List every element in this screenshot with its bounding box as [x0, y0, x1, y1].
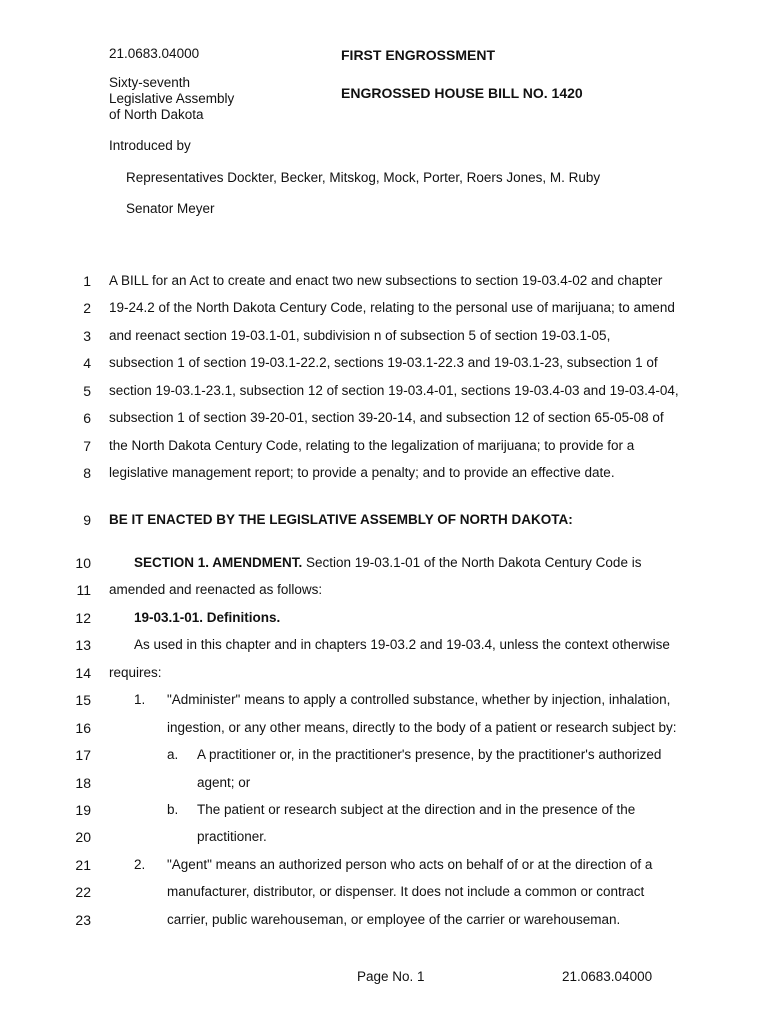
bill-text-line: ingestion, or any other means, directly to the body of a patient or research subject by: [167, 720, 677, 735]
bill-text-line: "Administer" means to apply a controlled substance, whether by injection, inhalation, [167, 692, 671, 707]
bill-text-line: requires: [109, 665, 162, 680]
assembly-line-1: Sixty-seventh [109, 75, 191, 90]
bill-text-line: A BILL for an Act to create and enact two new subsections to section 19-03.4-02 and chapter [109, 273, 663, 288]
line-number: 9 [83, 512, 91, 528]
line-number: 18 [75, 775, 91, 791]
document-number: 21.0683.04000 [109, 46, 200, 61]
section-heading: SECTION 1. AMENDMENT. [134, 555, 303, 570]
bill-text-line: carrier, public warehouseman, or employee of the carrier or warehouseman. [167, 912, 621, 927]
list-marker: 1. [134, 692, 146, 707]
line-number: 14 [75, 665, 91, 681]
footer-document-number: 21.0683.04000 [562, 969, 653, 984]
line-number: 15 [75, 692, 91, 708]
line-number: 8 [83, 465, 91, 481]
list-marker: 2. [134, 857, 146, 872]
list-marker: a. [167, 747, 179, 762]
bill-text-line: "Agent" means an authorized person who acts on behalf of or at the direction of a [167, 857, 653, 872]
line-number: 21 [75, 857, 91, 873]
bill-text-line: legislative management report; to provide a penalty; and to provide an effective date. [109, 465, 615, 480]
assembly-line-2: Legislative Assembly [109, 91, 235, 106]
line-number: 2 [83, 300, 91, 316]
line-number: 17 [75, 747, 91, 763]
line-number: 5 [83, 383, 91, 399]
bill-text-line: 19-24.2 of the North Dakota Century Code, relating to the personal use of marijuana; to amend [109, 300, 675, 315]
assembly-line-3: of North Dakota [109, 107, 204, 122]
line-number: 3 [83, 328, 91, 344]
line-number: 6 [83, 410, 91, 426]
line-number: 7 [83, 438, 91, 454]
line-number: 20 [75, 829, 91, 845]
engrossment-title: FIRST ENGROSSMENT [341, 47, 496, 63]
bill-text-line: manufacturer, distributor, or dispenser. It does not include a common or contract [167, 884, 645, 899]
bill-text-line: practitioner. [197, 829, 267, 844]
bill-text-line: subsection 1 of section 19-03.1-22.2, sections 19-03.1-22.3 and 19-03.1-23, subsection 1 of [109, 355, 658, 370]
line-number: 4 [83, 355, 91, 371]
enacting-clause: BE IT ENACTED BY THE LEGISLATIVE ASSEMBLY OF NORTH DAKOTA: [109, 512, 573, 527]
line-number: 13 [75, 637, 91, 653]
definitions-heading: 19-03.1-01. Definitions. [134, 610, 281, 625]
line-number: 22 [75, 884, 91, 900]
line-number: 11 [76, 582, 91, 598]
line-number: 12 [75, 610, 91, 626]
section-heading-line [134, 555, 641, 570]
bill-text-line: A practitioner or, in the practitioner's presence, by the practitioner's authorized [197, 747, 662, 762]
line-number: 19 [75, 802, 91, 818]
bill-text-line: The patient or research subject at the direction and in the presence of the [197, 802, 636, 817]
bill-text-line: amended and reenacted as follows: [109, 582, 323, 597]
bill-text-line: subsection 1 of section 39-20-01, section 39-20-14, and subsection 12 of section 65-05-08 of [109, 410, 664, 425]
bill-text-line: section 19-03.1-23.1, subsection 12 of section 19-03.4-01, sections 19-03.4-03 and 19-03.4-04, [109, 383, 679, 398]
sponsor-senator: Senator Meyer [126, 201, 215, 216]
bill-text-line: the North Dakota Century Code, relating to the legalization of marijuana; to provide for a [109, 438, 635, 453]
section-heading-text: Section 19-03.1-01 of the North Dakota Century Code is [302, 555, 642, 570]
bill-text-line: and reenact section 19-03.1-01, subdivision n of subsection 5 of section 19-03.1-05, [109, 328, 611, 343]
list-marker: b. [167, 802, 179, 817]
bill-title: ENGROSSED HOUSE BILL NO. 1420 [341, 85, 583, 101]
line-number: 10 [75, 555, 91, 571]
page-number: Page No. 1 [357, 969, 425, 984]
bill-text-line: As used in this chapter and in chapters 19-03.2 and 19-03.4, unless the context otherwise [134, 637, 670, 652]
introduced-by: Introduced by [109, 138, 191, 153]
line-number: 23 [75, 912, 91, 928]
bill-text-line: agent; or [197, 775, 251, 790]
line-number: 16 [75, 720, 91, 736]
line-number: 1 [83, 273, 91, 289]
sponsor-representatives: Representatives Dockter, Becker, Mitskog, Mock, Porter, Roers Jones, M. Ruby [126, 170, 601, 185]
